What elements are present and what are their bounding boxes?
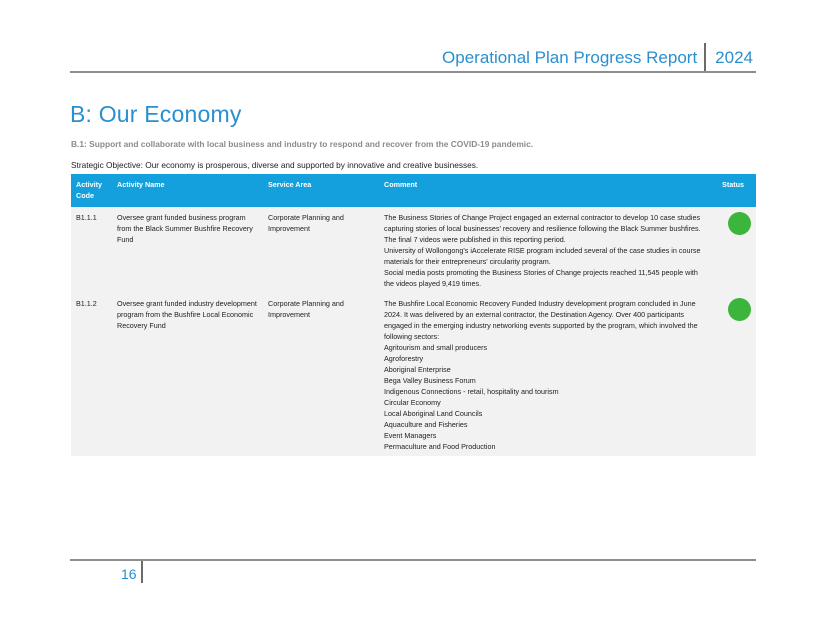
header-activity-code: Activity Code xyxy=(71,174,112,207)
comment-line: Social media posts promoting the Business Stories of Change projects reached 11,545 people with the videos played 9,419 times. xyxy=(384,268,698,288)
comment-line: Bega Valley Business Forum xyxy=(384,376,476,385)
comment-line: Event Managers xyxy=(384,431,437,440)
comment-line: The Business Stories of Change Project engaged an external contractor to develop 10 case studies capturing stories of local businesses' recovery and resilience following the Black Summer bushfires. The final 7 videos were published in this reporting period. xyxy=(384,213,701,244)
table-row xyxy=(71,293,756,456)
comment-line: Circular Economy xyxy=(384,398,441,407)
activity-code: B1.1.1 xyxy=(71,207,112,293)
header-service-area: Service Area xyxy=(263,174,379,207)
report-header xyxy=(442,46,753,70)
status-indicator-icon xyxy=(728,212,751,235)
status-cell xyxy=(714,293,756,456)
page-number: 16 xyxy=(121,566,137,582)
header-status: Status xyxy=(714,174,756,207)
status-cell xyxy=(714,207,756,293)
activity-table xyxy=(71,174,756,456)
service-area: Corporate Planning and Improvement xyxy=(263,207,379,293)
footer-rule xyxy=(70,559,756,561)
strategic-objective: Strategic Objective: Our economy is prosperous, diverse and supported by innovative and creative businesses. xyxy=(71,160,479,170)
comment-line: Aquaculture and Fisheries xyxy=(384,420,468,429)
comment-line: Agroforestry xyxy=(384,354,424,363)
comment-line: The Bushfire Local Economic Recovery Funded Industry development program concluded in June 2024. It was delivered by an external contractor, the Destination Agency. Over 400 participants engaged in the emerging industry networking events supported by the program, which involved the following sectors: xyxy=(384,299,698,341)
status-indicator-icon xyxy=(728,298,751,321)
comment-line: Local Aboriginal Land Councils xyxy=(384,409,483,418)
footer-divider xyxy=(141,561,143,583)
header-comment: Comment xyxy=(379,174,714,207)
comment-line: Aboriginal Enterprise xyxy=(384,365,451,374)
activity-name: Oversee grant funded industry development program from the Bushfire Local Economic Recovery Fund xyxy=(112,293,263,456)
activity-name: Oversee grant funded business program from the Black Summer Bushfire Recovery Fund xyxy=(112,207,263,293)
section-title: B: Our Economy xyxy=(70,101,242,127)
comment-line: Agritourism and small producers xyxy=(384,343,488,352)
comment-line: University of Wollongong's iAccelerate RISE program included several of the case studies in course materials for their entrepreneurs' circularity program. xyxy=(384,246,701,266)
header-divider xyxy=(704,43,706,73)
report-year: 2024 xyxy=(715,48,753,67)
header-rule xyxy=(70,71,756,73)
comment-line: Permaculture and Food Production xyxy=(384,442,496,451)
activity-code: B1.1.2 xyxy=(71,293,112,456)
section-subtitle: B.1: Support and collaborate with local business and industry to respond and recover from the COVID-19 pandemic. xyxy=(71,139,534,149)
header-activity-name: Activity Name xyxy=(112,174,263,207)
activity-comment xyxy=(379,293,714,456)
table-row xyxy=(71,207,756,293)
table-header-row xyxy=(71,174,756,207)
service-area: Corporate Planning and Improvement xyxy=(263,293,379,456)
report-title: Operational Plan Progress Report xyxy=(442,48,698,67)
activity-comment xyxy=(379,207,714,293)
comment-line: Indigenous Connections - retail, hospitality and tourism xyxy=(384,387,559,396)
